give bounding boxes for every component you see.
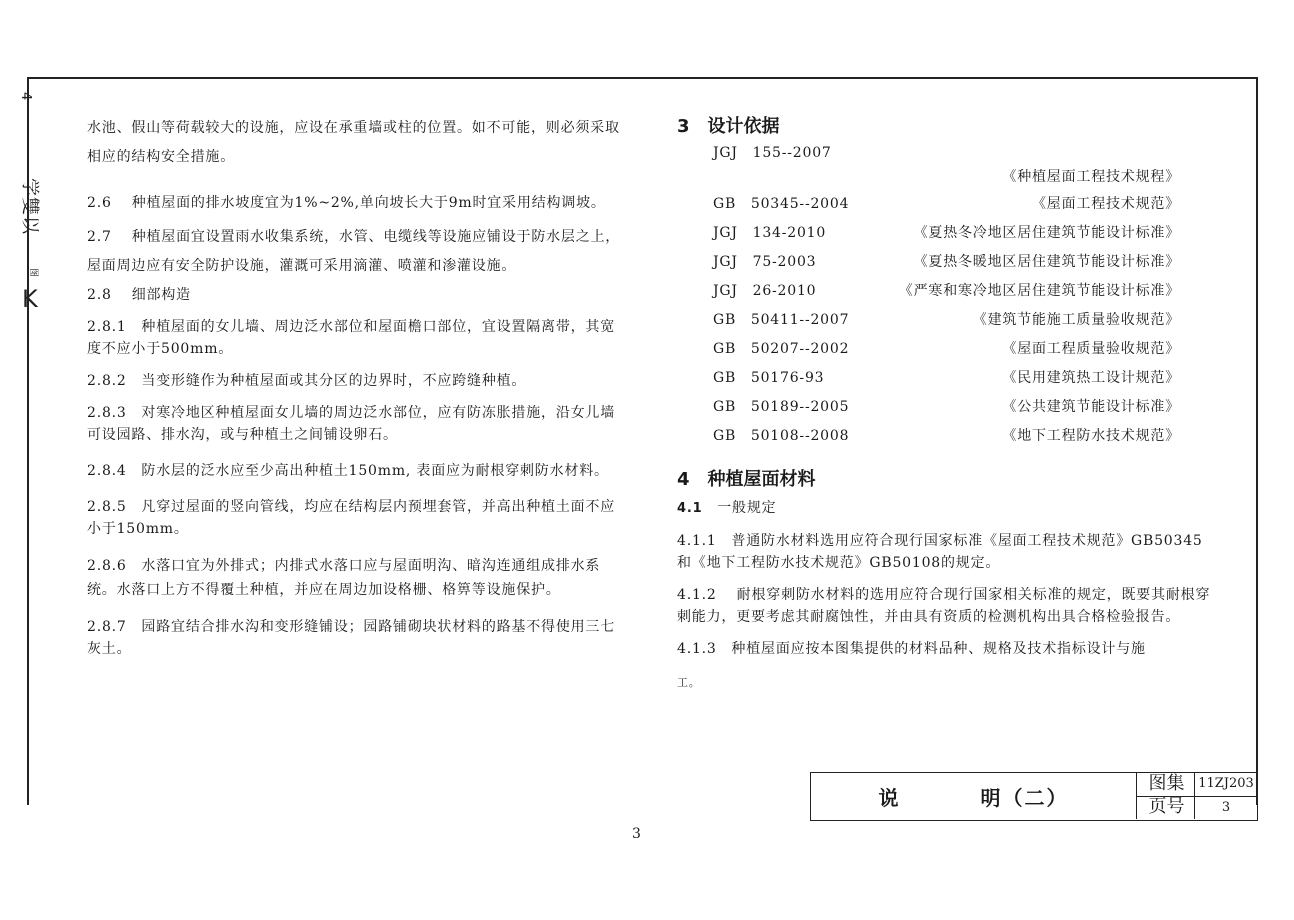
title-block bbox=[810, 772, 1258, 821]
sidebar-page-number: 4 bbox=[18, 92, 33, 101]
standard-code: GB 50176-93 bbox=[713, 370, 825, 386]
standard-code: GB 50345--2004 bbox=[713, 196, 850, 212]
standard-code: GB 50189--2005 bbox=[713, 399, 850, 415]
standard-row bbox=[677, 335, 1212, 364]
standard-row bbox=[677, 277, 1212, 306]
frame-top-border bbox=[28, 77, 1258, 79]
sidebar-letter: K bbox=[22, 285, 38, 313]
standard-name: 《建筑节能施工质量验收规范》 bbox=[972, 312, 1180, 328]
standard-name: 《夏热冬冷地区居住建筑节能设计标准》 bbox=[913, 225, 1180, 241]
standard-row bbox=[677, 164, 1212, 190]
paragraph-4-1-3-end: 工。 bbox=[677, 676, 701, 689]
standard-code: JGJ 26-2010 bbox=[713, 283, 817, 299]
standard-row bbox=[677, 248, 1212, 277]
sidebar-small-label: 图 bbox=[28, 268, 38, 278]
paragraph-2-8-5: 2.8.5 凡穿过屋面的竖向管线，均应在结构层内预埋套管，并高出种植土面不应小于150mm。 bbox=[87, 499, 616, 537]
standard-code: JGJ 75-2003 bbox=[713, 254, 817, 270]
title-right: 明（二） bbox=[980, 785, 1069, 810]
paragraph-4-1-1: 4.1.1 普通防水材料选用应符合现行国家标准《屋面工程技术规范》GB50345 和《地下工程防水技术规范》GB50108的规定。 bbox=[677, 533, 1203, 571]
left-column bbox=[87, 114, 627, 660]
paragraph-2-8-1: 2.8.1 种植屋面的女儿墙、周边泛水部位和屋面檐口部位，宜设置隔离带，其宽度不应小于500mm。 bbox=[87, 319, 616, 357]
standard-name: 《严寒和寒冷地区居住建筑节能设计标准》 bbox=[898, 283, 1180, 299]
standard-row bbox=[677, 393, 1212, 422]
standard-code: GB 50108--2008 bbox=[713, 428, 850, 444]
atlas-value: 11ZJ203 bbox=[1198, 776, 1254, 791]
standard-name: 《民用建筑热工设计规范》 bbox=[1002, 370, 1180, 386]
standard-name: 《公共建筑节能设计标准》 bbox=[1002, 399, 1180, 415]
paragraph-2-8: 2.8 细部构造 bbox=[87, 287, 191, 303]
right-column bbox=[677, 112, 1212, 694]
subsection-number: 4.1 bbox=[677, 501, 703, 516]
standard-name: 《屋面工程质量验收规范》 bbox=[1002, 341, 1180, 357]
footer-page-number: 3 bbox=[632, 826, 641, 842]
standard-code: GB 50207--2002 bbox=[713, 341, 850, 357]
standard-row bbox=[677, 422, 1212, 451]
standard-code: JGJ 155--2007 bbox=[713, 145, 832, 161]
atlas-label: 图集 bbox=[1148, 773, 1185, 794]
sidebar-name: 学雙以 bbox=[19, 178, 40, 235]
standard-name: 《地下工程防水技术规范》 bbox=[1002, 428, 1180, 444]
standard-row bbox=[677, 364, 1212, 393]
paragraph-intro: 水池、假山等荷载较大的设施，应设在承重墙或柱的位置。如不可能，则必须采取相应的结构安全措施。 bbox=[87, 120, 620, 165]
standard-name: 《屋面工程技术规范》 bbox=[1032, 196, 1180, 212]
paragraph-2-8-2: 2.8.2 当变形缝作为种植屋面或其分区的边界时，不应跨缝种植。 bbox=[87, 373, 527, 389]
page-value: 3 bbox=[1221, 800, 1231, 815]
paragraph-2-8-6: 2.8.6 水落口宜为外排式；内排式水落口应与屋面明沟、暗沟连通组成排水系统。水落口上方不得覆土种植，并应在周边加设格栅、格箅等设施保护。 bbox=[87, 558, 601, 598]
standard-code: GB 50411--2007 bbox=[713, 312, 850, 328]
standard-row bbox=[677, 190, 1212, 219]
paragraph-2-7: 2.7 种植屋面宜设置雨水收集系统，水管、电缆线等设施应铺设于防水层之上，屋面周边应有安全防护设施，灌溉可采用滴灌、喷灌和渗灌设施。 bbox=[87, 229, 621, 274]
standard-row bbox=[677, 219, 1212, 248]
paragraph-2-8-4: 2.8.4 防水层的泛水应至少高出种植土150mm, 表面应为耐根穿刺防水材料。 bbox=[87, 463, 609, 479]
page-label: 页号 bbox=[1148, 796, 1185, 817]
paragraph-2-8-7: 2.8.7 园路宜结合排水沟和变形缝铺设；园路铺砌块状材料的路基不得使用三七灰土。 bbox=[87, 619, 616, 657]
section-4-title: 4 种植屋面材料 bbox=[677, 469, 816, 490]
subsection-label: 一般规定 bbox=[702, 500, 777, 516]
subsection-4-1 bbox=[677, 497, 1212, 520]
paragraph-4-1-2: 4.1.2 耐根穿刺防水材料的选用应符合现行国家相关标准的规定，既要其耐根穿刺能力，更要考虑其耐腐蚀性，并由具有资质的检测机构出具合格检验报告。 bbox=[677, 587, 1211, 625]
title-left: 说 bbox=[878, 785, 901, 810]
standard-row bbox=[677, 306, 1212, 335]
section-3-title: 3 设计依据 bbox=[677, 116, 780, 137]
standard-row bbox=[677, 142, 1212, 164]
standard-name: 《夏热冬暖地区居住建筑节能设计标准》 bbox=[913, 254, 1180, 270]
title-block-title bbox=[811, 773, 1136, 819]
paragraph-2-6: 2.6 种植屋面的排水坡度宜为1%~2%,单向坡长大于9m时宜采用结构调坡。 bbox=[87, 195, 606, 211]
standard-code: JGJ 134-2010 bbox=[713, 225, 827, 241]
frame-right-border bbox=[1256, 77, 1258, 805]
paragraph-2-8-3: 2.8.3 对寒冷地区种植屋面女儿墙的周边泛水部位，应有防冻胀措施，沿女儿墙可设园路、排水沟，或与种植土之间铺设卵石。 bbox=[87, 405, 616, 443]
standard-name: 《种植屋面工程技术规程》 bbox=[1002, 169, 1180, 185]
paragraph-4-1-3: 4.1.3 种植屋面应按本图集提供的材料品种、规格及技术指标设计与施 bbox=[677, 641, 1146, 657]
